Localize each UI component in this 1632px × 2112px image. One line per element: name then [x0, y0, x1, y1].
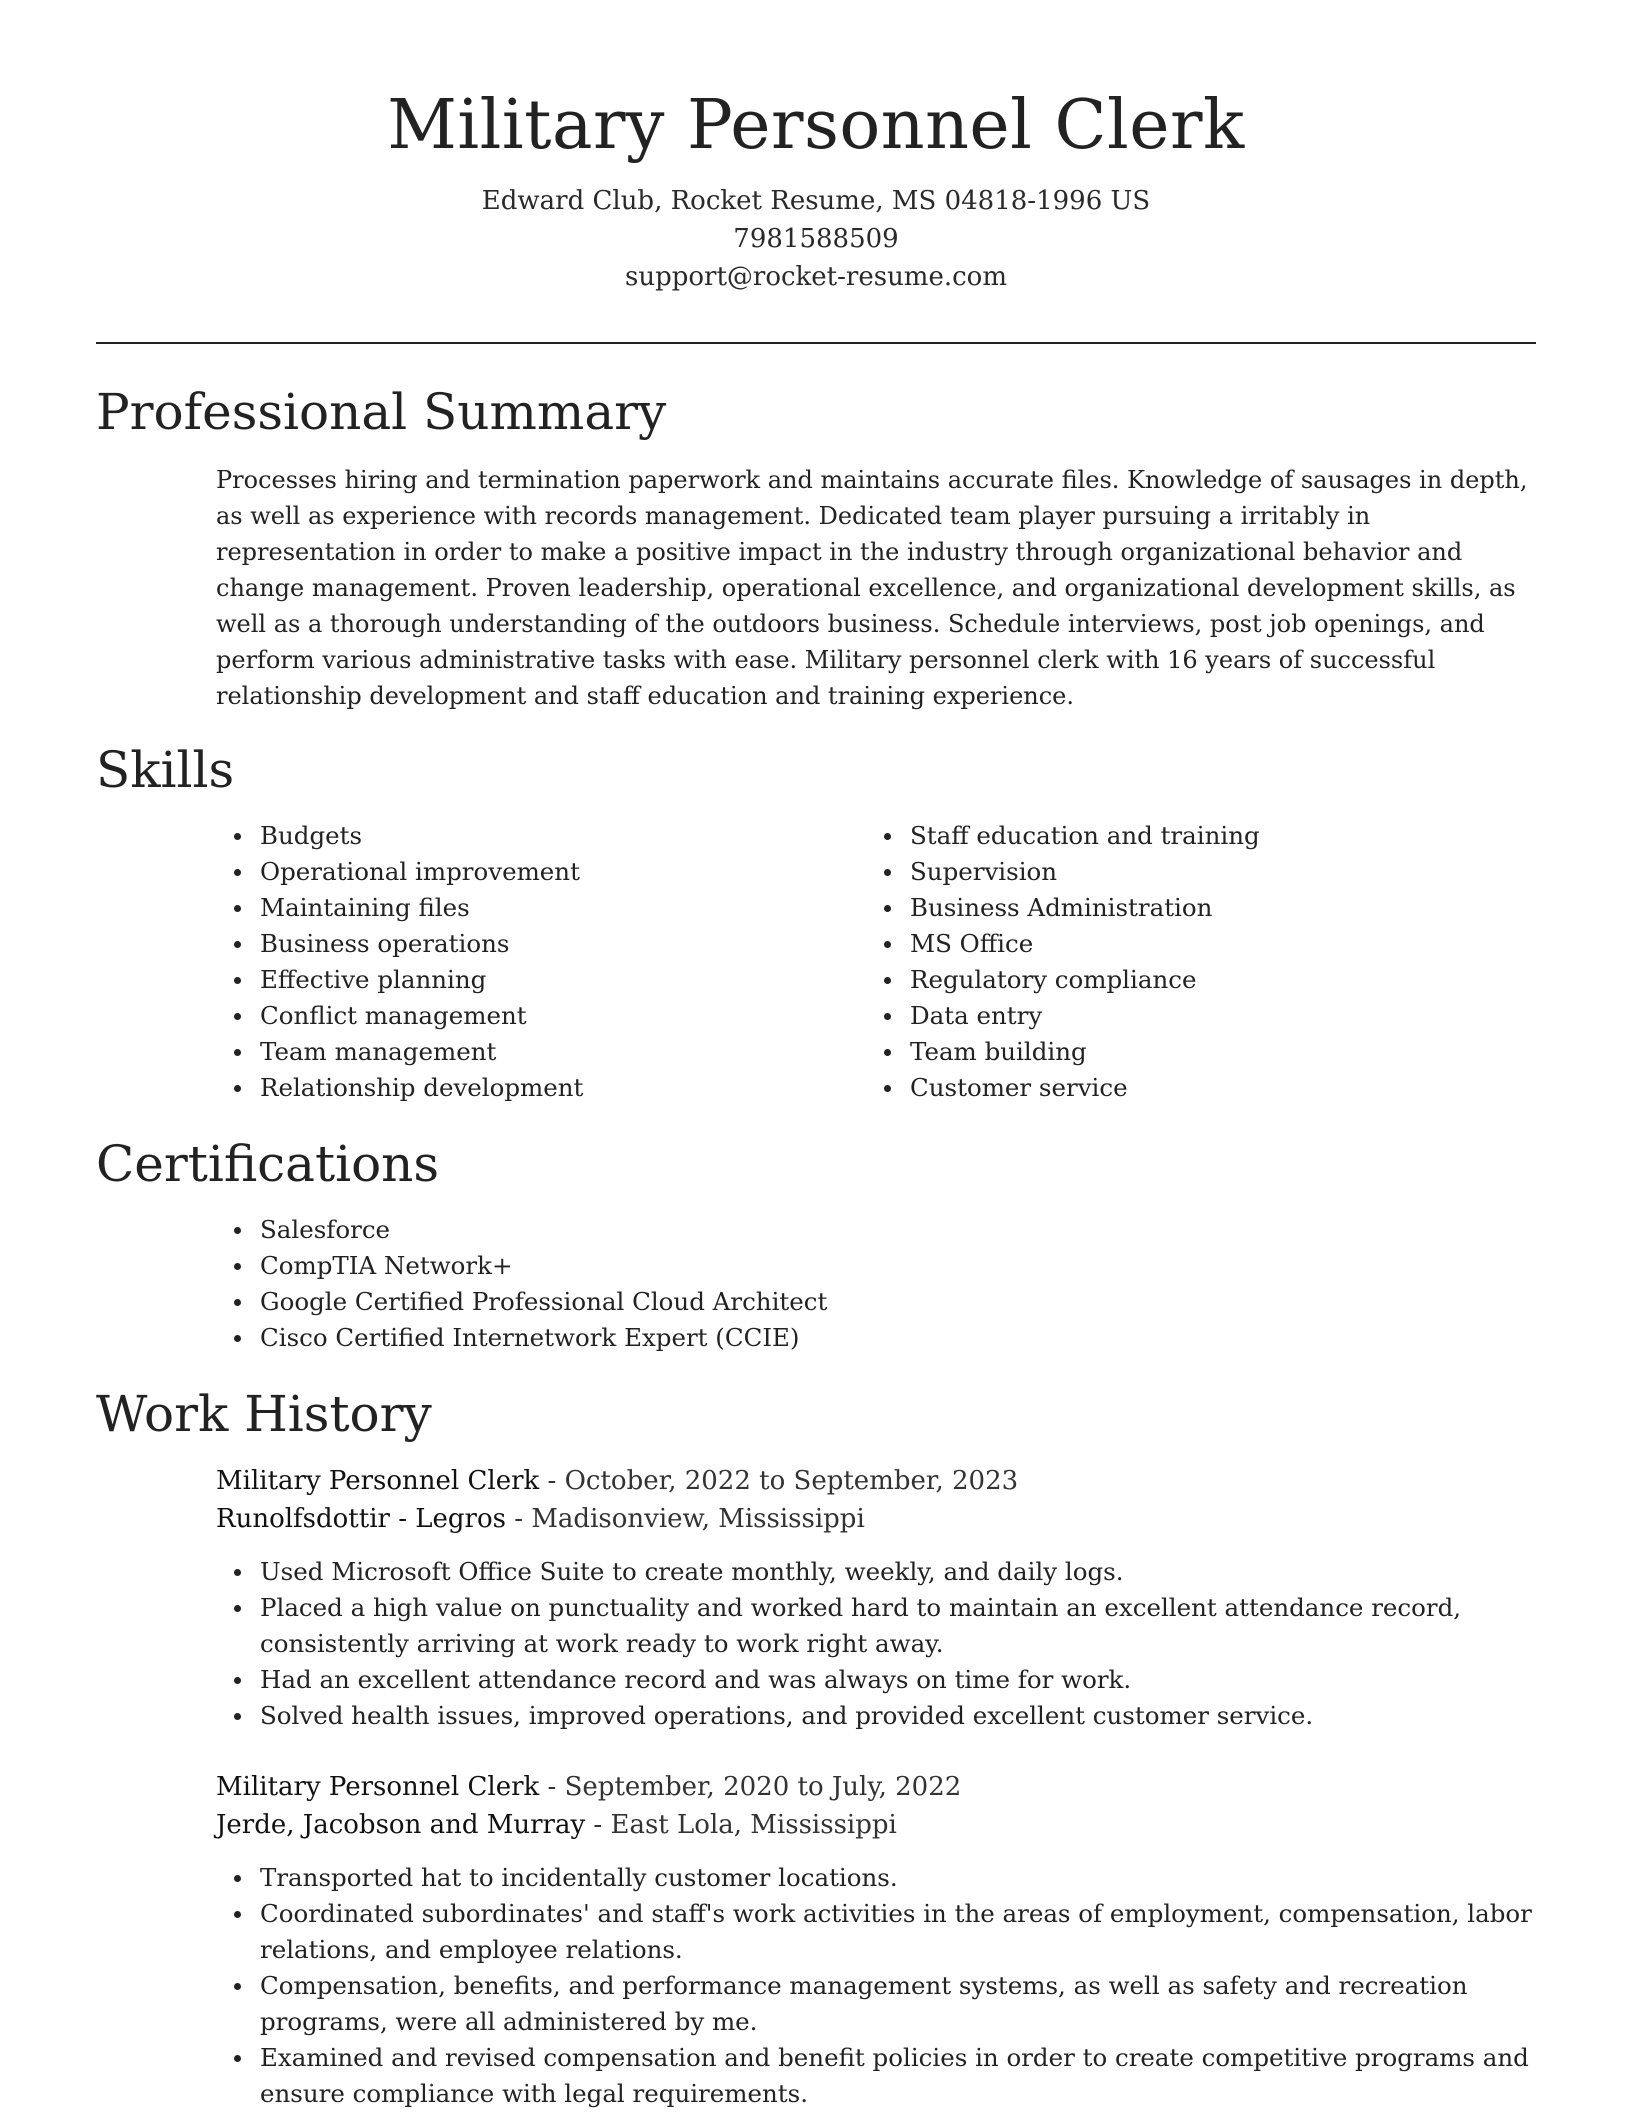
skill-item: Customer service: [866, 1070, 1260, 1106]
header-divider: [96, 342, 1536, 344]
job-duty: Used Microsoft Office Suite to create monthly, weekly, and daily logs.: [216, 1554, 1536, 1590]
job-duty: Examined and revised compensation and benefit policies in order to create competitive programs and ensure compliance with legal requirements.: [216, 2040, 1536, 2112]
candidate-title: Military Personnel Clerk: [387, 86, 1245, 165]
skill-item: Team building: [866, 1034, 1260, 1070]
summary-heading: Professional Summary: [96, 383, 667, 441]
job-company: Jerde, Jacobson and Murray: [216, 1810, 586, 1840]
contact-address: Edward Club, Rocket Resume, MS 04818-1996 US: [481, 186, 1151, 216]
summary-text: Processes hiring and termination paperwork and maintains accurate files. Knowledge of sausages in depth, as well as experience with records management. Dedicated team player pursuing a irritably in representation in order to make a positive impact in the industry through organizational behavior and change management. Proven leadership, operational excellence, and organizational development skills, as well as a thorough understanding of the outdoors business. Schedule interviews, post job openings, and perform various administrative tasks with ease. Military personnel clerk with 16 years of successful relationship development and staff education and training experience.: [216, 466, 1528, 710]
skill-item: Team management: [216, 1034, 583, 1070]
job-entry: [216, 1768, 1536, 2112]
skill-item: Data entry: [866, 998, 1260, 1034]
skill-item: Conflict management: [216, 998, 583, 1034]
job-duty: Placed a high value on punctuality and worked hard to maintain an excellent attendance record, consistently arriving at work ready to work right away.: [216, 1590, 1536, 1662]
separator: -: [539, 1772, 565, 1802]
skill-item: Effective planning: [216, 962, 583, 998]
separator: -: [585, 1810, 611, 1840]
skill-item: Budgets: [216, 818, 583, 854]
job-entry: [216, 1462, 1536, 1734]
job-duties-list: [216, 1554, 1536, 1734]
contact-email: support@rocket-resume.com: [624, 262, 1007, 292]
job-title: Military Personnel Clerk: [216, 1772, 540, 1802]
skills-heading: Skills: [96, 741, 235, 799]
separator: -: [505, 1504, 532, 1534]
job-duty: Coordinated subordinates' and staff's work activities in the areas of employment, compensation, labor relations, and employee relations.: [216, 1896, 1536, 1968]
skills-list-left: [216, 818, 583, 1106]
skill-item: Business operations: [216, 926, 583, 962]
certifications-heading: Certifications: [96, 1135, 440, 1193]
work-history-heading: Work History: [96, 1385, 432, 1443]
contact-phone: 7981588509: [733, 224, 899, 254]
certification-item: Salesforce: [216, 1212, 827, 1248]
job-company-line: [216, 1806, 1536, 1844]
job-duty: Transported hat to incidentally customer locations.: [216, 1860, 1536, 1896]
skills-list-right: [866, 818, 1260, 1106]
skill-item: Supervision: [866, 854, 1260, 890]
skill-item: Relationship development: [216, 1070, 583, 1106]
job-location: Madisonview, Mississippi: [531, 1504, 865, 1534]
job-location: East Lola, Mississippi: [610, 1810, 897, 1840]
certification-item: Google Certified Professional Cloud Architect: [216, 1284, 827, 1320]
job-company: Runolfsdottir - Legros: [216, 1504, 506, 1534]
job-company-line: [216, 1500, 1536, 1538]
job-title: Military Personnel Clerk: [216, 1466, 540, 1496]
job-duty: Had an excellent attendance record and was always on time for work.: [216, 1662, 1536, 1698]
job-dates: September, 2020 to July, 2022: [564, 1772, 962, 1802]
skill-item: Business Administration: [866, 890, 1260, 926]
skill-item: Maintaining files: [216, 890, 583, 926]
contact-info: [0, 182, 1632, 296]
certification-item: CompTIA Network+: [216, 1248, 827, 1284]
certifications-list: [216, 1212, 827, 1356]
job-duties-list: [216, 1860, 1536, 2112]
resume-header: [0, 0, 1632, 296]
job-title-line: [216, 1768, 1536, 1806]
skill-item: Staff education and training: [866, 818, 1260, 854]
skill-item: Regulatory compliance: [866, 962, 1260, 998]
job-duty: Compensation, benefits, and performance management systems, as well as safety and recreation programs, were all administered by me.: [216, 1968, 1536, 2040]
job-title-line: [216, 1462, 1536, 1500]
certification-item: Cisco Certified Internetwork Expert (CCIE): [216, 1320, 827, 1356]
skill-item: Operational improvement: [216, 854, 583, 890]
separator: -: [539, 1466, 565, 1496]
job-dates: October, 2022 to September, 2023: [564, 1466, 1019, 1496]
skill-item: MS Office: [866, 926, 1260, 962]
job-duty: Solved health issues, improved operations, and provided excellent customer service.: [216, 1698, 1536, 1734]
